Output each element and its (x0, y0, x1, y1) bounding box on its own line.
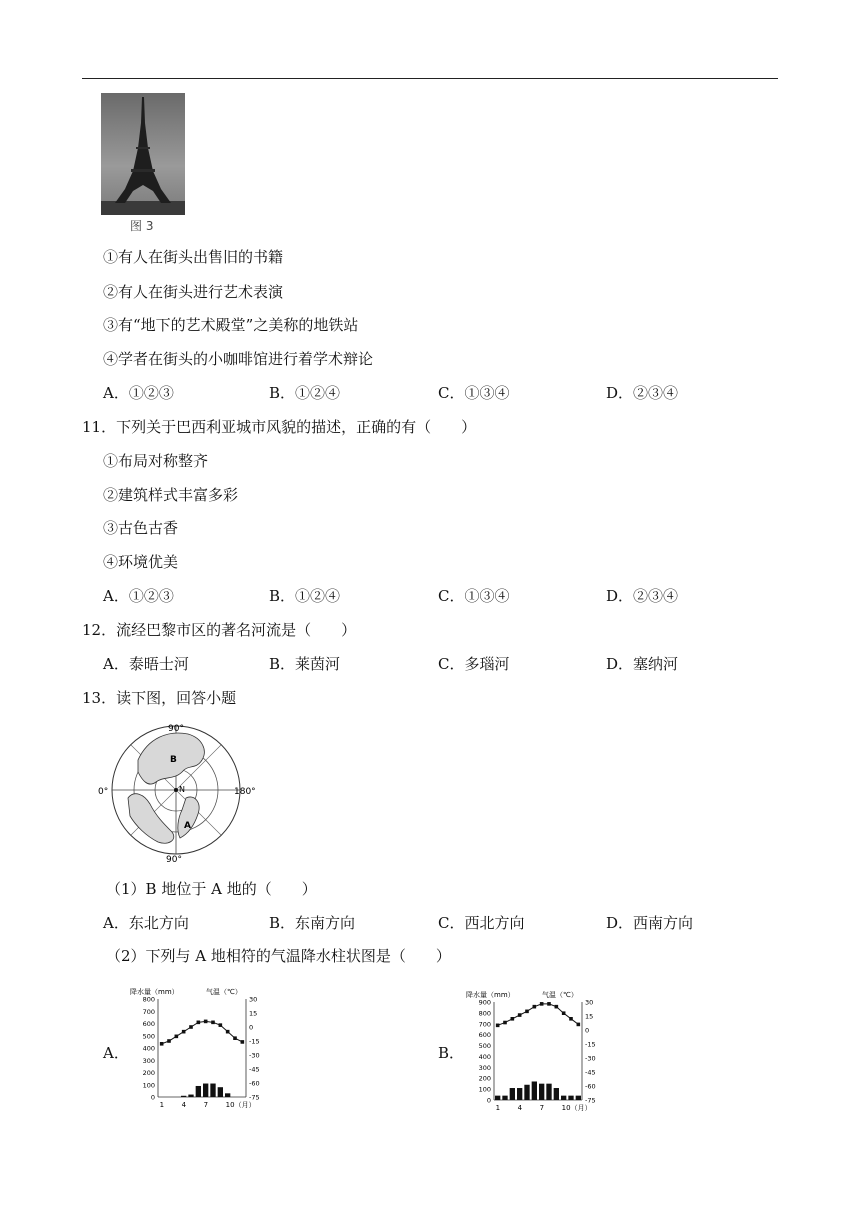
temp-point (569, 1017, 573, 1021)
q11-item-1: ①布局对称整齐 (103, 452, 209, 470)
temp-point (197, 1021, 201, 1025)
map-label-left: 0° (98, 787, 109, 797)
temp-point (219, 1023, 223, 1027)
chart-y-tick: 500 (142, 1032, 155, 1041)
q12-option-c[interactable]: C．多瑙河 (438, 655, 510, 673)
q10-item-4: ④学者在街头的小咖啡馆进行着学术辩论 (103, 350, 374, 368)
q13-sub1-option-b[interactable]: B．东南方向 (269, 914, 356, 932)
chart-y2-tick: -15 (585, 1040, 596, 1049)
header-rule (82, 78, 778, 79)
map-label-bottom: 90° (166, 855, 182, 865)
chart-ylabel: 降水量（mm） (466, 991, 515, 999)
q10-item-1: ①有人在街头出售旧的书籍 (103, 248, 284, 266)
q10-option-d[interactable]: D．②③④ (606, 384, 679, 402)
precip-bar (188, 1095, 193, 1097)
temp-point (182, 1030, 186, 1034)
q10-option-a[interactable]: A．①②③ (103, 384, 174, 402)
q11-item-2: ②建筑样式丰富多彩 (103, 486, 239, 504)
q11-option-c[interactable]: C．①③④ (438, 587, 510, 605)
precip-bar (539, 1084, 544, 1100)
chart-y-tick: 300 (142, 1056, 155, 1065)
map-point-a: A (184, 821, 191, 831)
chart-y-tick: 500 (478, 1042, 491, 1051)
temp-point (175, 1035, 179, 1039)
chart-y-tick: 200 (142, 1069, 155, 1077)
precip-bar (510, 1088, 515, 1100)
chart-y2-tick: 0 (585, 1026, 590, 1035)
temp-point (204, 1020, 208, 1024)
chart-y2-tick: -75 (585, 1096, 596, 1105)
temp-point (233, 1036, 237, 1040)
eiffel-tower-photo (101, 93, 185, 215)
chart-y2-tick: 0 (249, 1023, 254, 1032)
chart-x-tick: 7 (539, 1104, 545, 1112)
temp-point (525, 1010, 529, 1014)
chart-x-tick: 1 (495, 1104, 501, 1112)
q11-option-a[interactable]: A．①②③ (103, 587, 174, 605)
precip-bar (561, 1096, 566, 1100)
chart-y-tick: 100 (478, 1085, 491, 1094)
q12-option-a[interactable]: A．泰晤士河 (103, 655, 189, 673)
temp-line (498, 1004, 579, 1025)
chart-y-tick: 900 (478, 998, 491, 1007)
q12-option-d[interactable]: D．塞纳河 (606, 655, 679, 673)
q11-option-b[interactable]: B．①②④ (269, 587, 341, 605)
map-point-n: N (179, 785, 185, 794)
chart-y-tick: 700 (478, 1020, 491, 1029)
precip-bar (517, 1088, 522, 1100)
chart-y2-tick: 30 (249, 995, 258, 1004)
q11-stem: 11．下列关于巴西利亚城市风貌的描述，正确的有（ ） (82, 418, 477, 436)
chart-b-option-label[interactable]: B． (438, 1044, 465, 1062)
temp-point (540, 1002, 544, 1006)
temp-point (167, 1039, 171, 1043)
q10-option-b[interactable]: B．①②④ (269, 384, 341, 402)
chart-ylabel: 降水量（mm） (130, 988, 179, 996)
precip-bar (218, 1087, 223, 1097)
polar-map (98, 720, 268, 865)
precip-bar (181, 1096, 186, 1097)
chart-y2-tick: -60 (585, 1082, 596, 1091)
precip-bar (546, 1084, 551, 1100)
precip-bar (495, 1096, 500, 1100)
chart-y2-tick: 15 (249, 1009, 258, 1018)
chart-y-tick: 800 (142, 995, 155, 1004)
chart-x-tick: 1 (159, 1101, 165, 1109)
q10-option-c[interactable]: C．①③④ (438, 384, 510, 402)
chart-y-tick: 0 (150, 1093, 155, 1102)
chart-y2-tick: 15 (585, 1012, 594, 1021)
chart-y2-tick: -75 (249, 1093, 260, 1102)
precip-bar (196, 1086, 201, 1097)
chart-y2-tick: 30 (585, 998, 594, 1007)
chart-y2-tick: -30 (585, 1054, 596, 1063)
map-label-top: 90° (168, 724, 184, 734)
chart-y2-tick: -30 (249, 1051, 260, 1060)
temp-point (160, 1042, 164, 1046)
precip-bar (532, 1081, 537, 1100)
q13-sub2-stem: （2）下列与 A 地相符的气温降水柱状图是（ ） (106, 947, 451, 965)
climate-chart-a[interactable] (128, 985, 278, 1115)
chart-x-tick: 7 (203, 1101, 209, 1109)
q13-sub1-stem: （1）B 地位于 A 地的（ ） (106, 880, 317, 898)
chart-y2-tick: -15 (249, 1037, 260, 1046)
temp-point (518, 1013, 522, 1017)
precip-bar (554, 1088, 559, 1100)
chart-y2label: 气温（℃） (206, 988, 242, 996)
chart-y-tick: 0 (486, 1096, 491, 1105)
figure-caption: 图 3 (130, 219, 154, 233)
q10-item-3: ③有“地下的艺术殿堂”之美称的地铁站 (103, 316, 359, 334)
temp-point (211, 1021, 215, 1025)
precip-bar (502, 1096, 507, 1100)
chart-x-tick: 10（月） (225, 1101, 256, 1109)
q12-stem: 12．流经巴黎市区的著名河流是（ ） (82, 621, 357, 639)
precip-bar (203, 1084, 208, 1097)
chart-a-option-label[interactable]: A． (103, 1044, 129, 1062)
q12-option-b[interactable]: B．莱茵河 (269, 655, 341, 673)
temp-point (547, 1002, 551, 1006)
chart-x-tick: 10（月） (561, 1104, 592, 1112)
q10-item-2: ②有人在街头进行艺术表演 (103, 283, 284, 301)
chart-y-tick: 600 (142, 1020, 155, 1028)
temp-point (496, 1024, 500, 1028)
temp-line (162, 1021, 243, 1043)
q11-item-4: ④环境优美 (103, 553, 179, 571)
chart-y2-tick: -45 (585, 1068, 596, 1077)
temp-point (226, 1030, 230, 1034)
temp-point (533, 1005, 537, 1009)
q13-sub1-option-d[interactable]: D．西南方向 (606, 914, 694, 932)
chart-y2label: 气温（℃） (542, 991, 578, 999)
precip-bar (524, 1085, 529, 1100)
precip-bar (225, 1093, 230, 1097)
q13-stem: 13．读下图，回答小题 (82, 689, 237, 707)
temp-point (577, 1023, 581, 1027)
q11-item-3: ③古色古香 (103, 519, 179, 537)
temp-point (511, 1017, 515, 1021)
temp-point (503, 1021, 507, 1025)
chart-y-tick: 200 (478, 1074, 491, 1083)
temp-point (562, 1011, 566, 1015)
precip-bar (210, 1084, 215, 1097)
chart-y-tick: 700 (142, 1007, 155, 1016)
chart-y2-tick: -60 (249, 1079, 260, 1088)
chart-y-tick: 300 (478, 1063, 491, 1072)
chart-y-tick: 400 (142, 1044, 155, 1053)
temp-point (189, 1025, 193, 1029)
precip-bar (568, 1096, 573, 1100)
chart-x-tick: 4 (181, 1101, 187, 1109)
chart-y-tick: 600 (478, 1031, 491, 1040)
map-point-b: B (170, 755, 177, 765)
climate-chart-b[interactable] (464, 988, 614, 1118)
precip-bar (576, 1096, 581, 1100)
temp-point (241, 1040, 245, 1044)
temp-point (555, 1005, 559, 1009)
map-label-right: 180° (234, 787, 256, 797)
q11-option-d[interactable]: D．②③④ (606, 587, 679, 605)
chart-y-tick: 400 (478, 1052, 491, 1061)
chart-y-tick: 800 (478, 1009, 491, 1018)
chart-y2-tick: -45 (249, 1065, 260, 1074)
q13-sub1-option-a[interactable]: A．东北方向 (103, 914, 189, 932)
chart-x-tick: 4 (517, 1104, 523, 1112)
chart-y-tick: 100 (142, 1081, 155, 1090)
q13-sub1-option-c[interactable]: C．西北方向 (438, 914, 525, 932)
